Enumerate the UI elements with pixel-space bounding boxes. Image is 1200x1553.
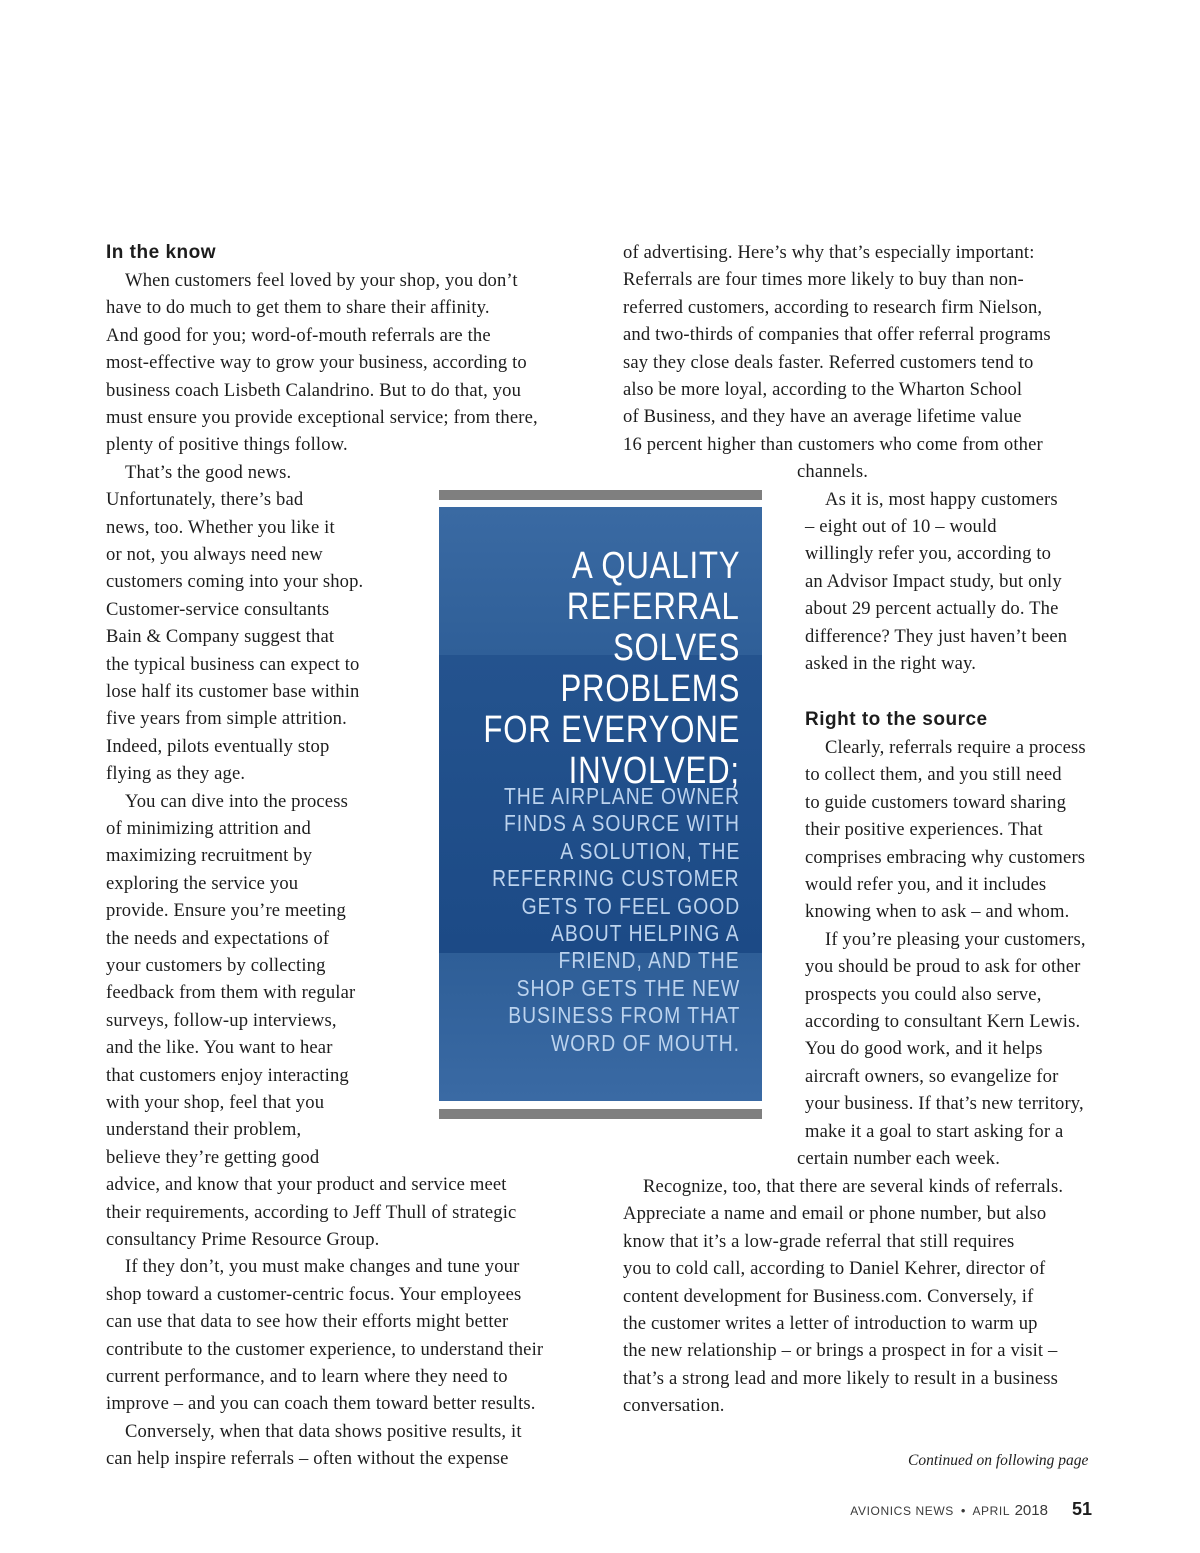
body-text-line: say they close deals faster. Referred customers tend to [623,351,1034,373]
body-text-line: make it a goal to start asking for a [805,1120,1064,1142]
body-text-line: with your shop, feel that you [106,1092,325,1113]
continued-note: Continued on following page [908,1452,1089,1469]
body-text-line: improve – and you can coach them toward better results. [106,1393,536,1415]
pull-quote-headline-line: A QUALITY [571,545,740,587]
pull-quote-box [439,507,762,1101]
body-text-line: maximizing recruitment by [106,845,313,867]
body-text-line: customers coming into your shop. [106,571,364,593]
pull-quote-headline-line: INVOLVED; [568,750,740,792]
body-text-line: difference? They just haven’t been [805,625,1068,647]
footer-magazine-name: AVIONICS NEWS [850,1504,954,1518]
body-text-line: – eight out of 10 – would [805,516,997,537]
body-text-line: most-effective way to grow your business, according to [106,352,527,374]
body-text-line: the customer writes a letter of introduction to warm up [623,1313,1038,1334]
pull-quote-body-line: WORD OF MOUTH. [550,1029,740,1056]
body-text-line: their positive experiences. That [805,819,1043,841]
body-text-line: also be more loyal, according to the Wharton School [623,379,1023,400]
body-text-line: feedback from them with regular [106,982,356,1004]
body-text-line: or not, you always need new [106,544,323,565]
body-text-line: you to cold call, according to Daniel Kehrer, director of [623,1258,1046,1280]
body-text-line: of advertising. Here’s why that’s especially important: [623,242,1035,263]
pull-quote-body-line: GETS TO FEEL GOOD [521,892,740,919]
pull-quote-headline-line: SOLVES [612,627,740,669]
pull-quote-body-line: BUSINESS FROM THAT [507,1002,740,1029]
body-text-line: believe they’re getting good [106,1146,320,1168]
body-text-line: Indeed, pilots eventually stop [106,735,330,757]
body-text-line: of Business, and they have an average lifetime value [623,406,1022,428]
body-text-line: plenty of positive things follow. [106,434,348,456]
body-text-line: the new relationship – or brings a prospect in for a visit – [623,1340,1058,1362]
body-text-line: Recognize, too, that there are several kinds of referrals. [643,1176,1064,1197]
body-text-line: understand their problem, [106,1119,302,1141]
section-heading-in-the-know: In the know [106,242,216,263]
body-text-line: current performance, and to learn where they need to [106,1366,508,1387]
body-text-line: the needs and expectations of [106,927,330,949]
pull-quote-body-line: ABOUT HELPING A [551,920,740,946]
body-text-line: 16 percent higher than customers who come from other [623,433,1043,455]
body-text-line: know that it’s a low-grade referral that still requires [623,1230,1015,1252]
body-text-line: news, too. Whether you like it [106,516,335,538]
body-text-line: comprises embracing why customers [805,846,1086,868]
pull-quote-body-line: FRIEND, AND THE [558,947,740,974]
body-text-line: contribute to the customer experience, to understand their [106,1338,544,1360]
body-text-line: asked in the right way. [805,653,977,674]
body-text-line: have to do much to get them to share their affinity. [106,297,490,319]
pull-quote-top-rule [439,490,762,500]
pull-quote-body-line: REFERRING CUSTOMER [492,865,740,892]
pull-quote-bottom-rule [439,1109,762,1119]
body-text-line: You can dive into the process [125,790,348,812]
body-text-line: according to consultant Kern Lewis. [805,1011,1081,1032]
body-text-line: aircraft owners, so evangelize for [805,1065,1059,1087]
body-text-line: to collect them, and you still need [805,764,1062,786]
body-text-line: Customer-service consultants [106,598,330,620]
body-text-line: their requirements, according to Jeff Thull of strategic [106,1201,517,1223]
body-text-line: business coach Lisbeth Calandrino. But to do that, you [106,379,522,401]
body-text-line: an Advisor Impact study, but only [805,570,1062,592]
pull-quote-headline-line: FOR EVERYONE [483,709,740,751]
body-text-line: shop toward a customer-centric focus. Your employees [106,1283,522,1305]
body-text-line: can use that data to see how their efforts might better [106,1311,509,1333]
body-text-line: You do good work, and it helps [805,1038,1043,1060]
body-text-line: knowing when to ask – and whom. [805,901,1070,923]
body-text-line: lose half its customer base within [106,681,360,702]
body-text-line: must ensure you provide exceptional service; from there, [106,407,538,428]
body-text-line: you should be proud to ask for other [805,956,1081,978]
footer-separator: • [960,1503,966,1518]
body-text-line: That’s the good news. [125,461,292,483]
body-text-line: to guide customers toward sharing [805,791,1067,813]
pull-quote-headline-line: PROBLEMS [560,668,740,710]
body-text-line: your customers by collecting [106,955,326,976]
pull-quote-body-line: FINDS A SOURCE WITH [504,810,740,837]
body-text-line: of minimizing attrition and [106,818,311,839]
pull-quote-body-line: A SOLUTION, THE [559,837,740,864]
body-text-line: content development for Business.com. Conversely, if [623,1285,1034,1307]
page-number: 51 [1071,1499,1092,1519]
body-text-line: and the like. You want to hear [106,1037,333,1059]
body-text-line: referred customers, according to research firm Nielson, [623,296,1043,318]
body-text-line: As it is, most happy customers [825,488,1058,510]
footer-year: 2018 [1014,1502,1048,1519]
body-text-line: flying as they age. [106,763,246,785]
body-text-line: And good for you; word-of-mouth referrals are the [106,324,491,346]
body-text-line: Unfortunately, there’s bad [106,489,304,511]
body-text-line: Clearly, referrals require a process [825,737,1086,758]
body-text-line: and two-thirds of companies that offer referral programs [623,324,1051,346]
footer-month: APRIL [972,1504,1011,1518]
body-text-line: your business. If that’s new territory, [805,1093,1084,1115]
body-text-line: would refer you, and it includes [805,874,1047,895]
body-text-line: that’s a strong lead and more likely to result in a business [623,1367,1059,1389]
body-text-line: Bain & Company suggest that [106,626,335,648]
body-text-line: can help inspire referrals – often without the expense [106,1448,509,1470]
body-text-line: the typical business can expect to [106,653,360,675]
body-text-line: Referrals are four times more likely to buy than non- [623,269,1024,291]
body-text-line: channels. [797,461,869,483]
body-text-line: that customers enjoy interacting [106,1064,349,1086]
body-text-line: If you’re pleasing your customers, [825,928,1086,950]
body-text-line: Conversely, when that data shows positive results, it [125,1420,522,1442]
body-text-line: exploring the service you [106,872,299,894]
page-footer [850,1499,1092,1520]
pull-quote-body-line: SHOP GETS THE NEW [516,974,740,1001]
body-text-line: If they don’t, you must make changes and tune your [125,1256,520,1278]
section-heading-right-to-the-source: Right to the source [805,709,988,730]
body-text-line: surveys, follow-up interviews, [106,1009,337,1031]
body-text-line: provide. Ensure you’re meeting [106,900,346,922]
body-text-line: about 29 percent actually do. The [805,598,1059,620]
pull-quote-body-line: THE AIRPLANE OWNER [503,783,740,809]
body-text-line: When customers feel loved by your shop, you don’t [125,270,518,291]
body-text-line: Appreciate a name and email or phone number, but also [623,1203,1047,1225]
body-text-line: willingly refer you, according to [805,543,1052,565]
pull-quote-headline-line: REFERRAL [567,586,740,628]
body-text-line: certain number each week. [797,1148,1001,1169]
body-text-line: five years from simple attrition. [106,708,347,730]
body-text-line: consultancy Prime Resource Group. [106,1229,380,1250]
body-text-line: advice, and know that your product and service meet [106,1174,507,1196]
body-text-line: prospects you could also serve, [805,983,1042,1005]
body-text-line: conversation. [623,1395,725,1417]
